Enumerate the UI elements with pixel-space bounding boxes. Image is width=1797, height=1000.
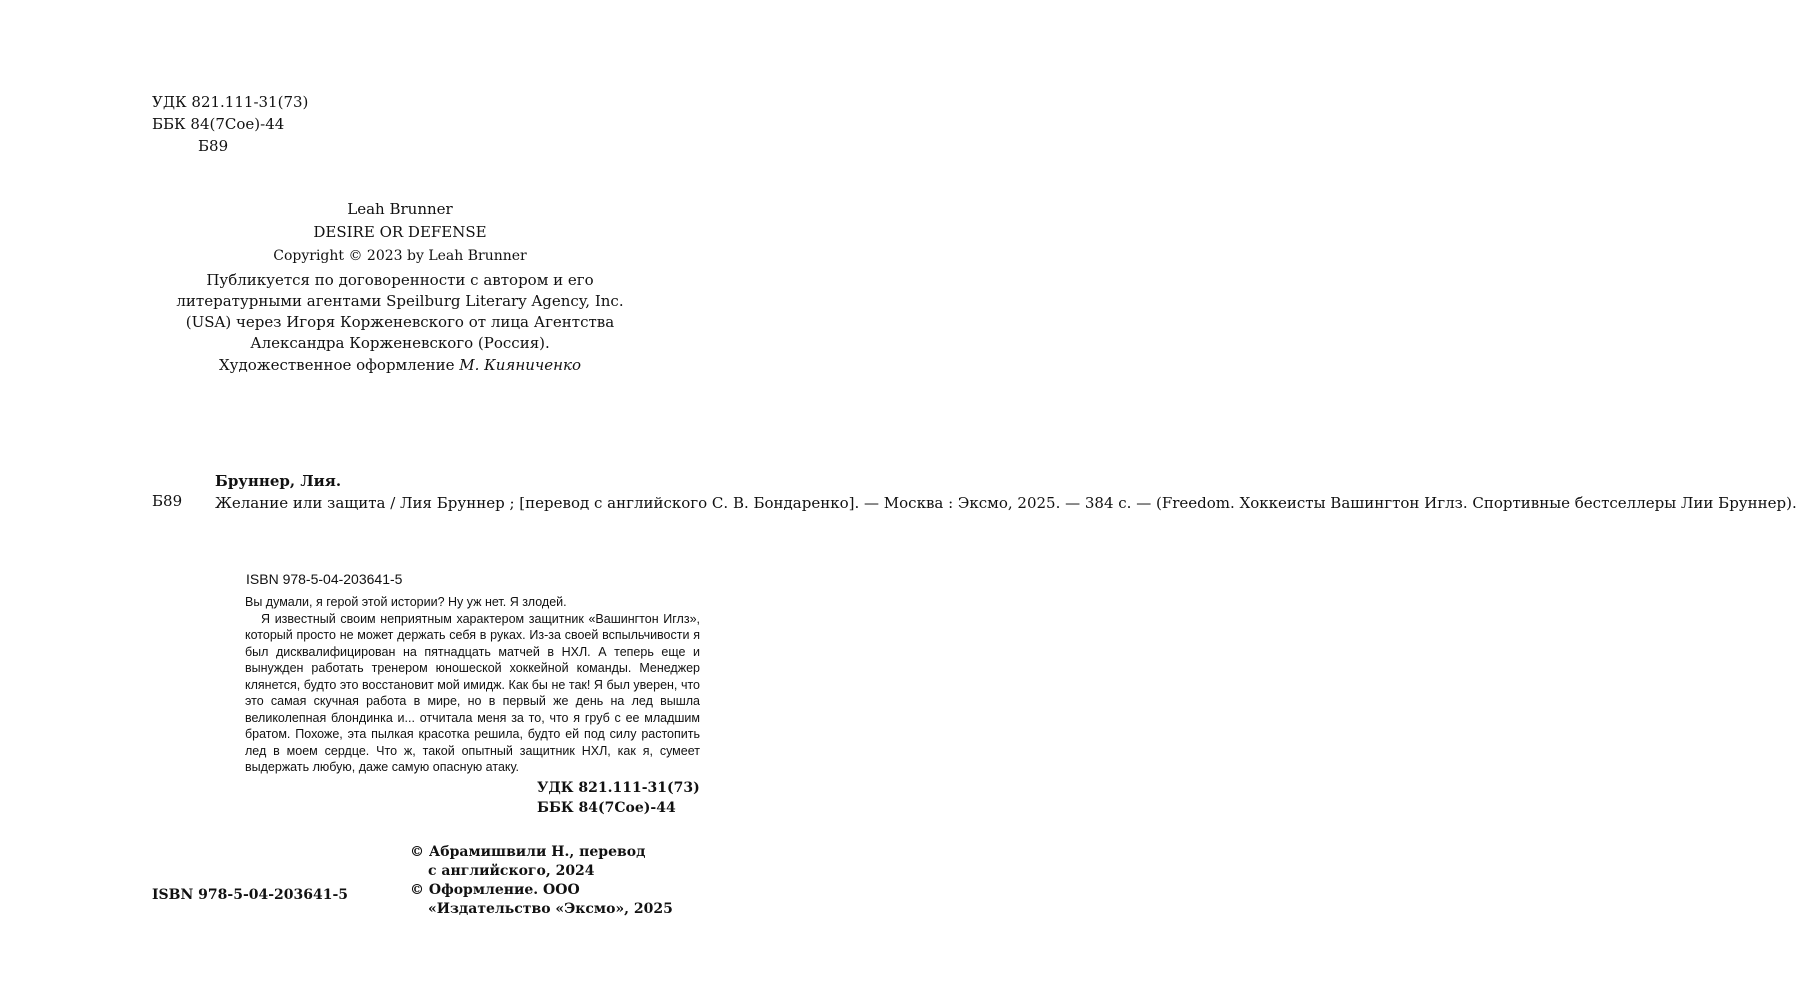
classification-codes bbox=[152, 91, 308, 157]
original-title: DESIRE OR DEFENSE bbox=[313, 223, 487, 241]
art-credit bbox=[0, 356, 800, 374]
publication-notice-line: Александра Корженевского (Россия). bbox=[250, 334, 550, 352]
isbn-bottom: ISBN 978-5-04-203641-5 bbox=[152, 887, 349, 903]
catalog-code: Б89 bbox=[152, 492, 183, 510]
annotation-paragraph: Я известный своим неприятным характером защитник «Вашингтон Иглз», который просто не может держать себя в руках. Из-за своей вспыльчивости я был дисквалифицирован на пятнадцать матчей в НХЛ. А теперь еще и вынужден работать тренером юношеской хоккейной команды. Менеджер клянется, будто это восстановит мой имидж. Как бы не так! Я был уверен, что это самая скучная работа в мире, но в первый же день на лед вышла великолепная блондинка и... отчитала меня за то, что я груб с ее младшим братом. Похоже, эта пылкая красотка решила, будто ей под силу растопить лед в моем сердце. Что ж, такой опытный защитник НХЛ, как я, сумеет выдержать любую, даже самую опасную атаку. bbox=[245, 611, 700, 774]
art-credit-label: Художественное оформление bbox=[219, 356, 460, 374]
bbk-code-bottom: ББК 84(7Сое)-44 bbox=[537, 800, 676, 816]
rights-line: с английского, 2024 bbox=[428, 863, 595, 879]
annotation-paragraph: Вы думали, я герой этой истории? Ну уж нет. Я злодей. bbox=[245, 595, 567, 609]
annotation bbox=[245, 594, 700, 776]
publication-notice-line: литературными агентами Speilburg Literary Agency, Inc. bbox=[176, 292, 624, 310]
classification-codes-bottom bbox=[537, 778, 700, 818]
publication-notice bbox=[0, 270, 800, 354]
udk-code: УДК 821.111-31(73) bbox=[152, 93, 309, 111]
publication-notice-line: Публикуется по договоренности с автором и его bbox=[206, 271, 594, 289]
bbk-code: ББК 84(7Сое)-44 bbox=[152, 115, 285, 133]
catalog-heading: Бруннер, Лия. bbox=[215, 472, 342, 490]
publication-notice-line: (USA) через Игоря Корженевского от лица Агентства bbox=[185, 313, 615, 331]
catalog-description: Желание или защита / Лия Бруннер ; [перевод с английского С. В. Бондаренко]. — Москва : Эксмо, 2025. — 384 с. — (Freedom. Хоккеисты Вашингтон Иглз. Спортивные бестселлеры Лии Бруннер). bbox=[215, 494, 1797, 512]
rights-line: © Оформление. ООО bbox=[410, 882, 580, 898]
isbn-catalog: ISBN 978-5-04-203641-5 bbox=[246, 571, 403, 587]
copyright-line: Copyright © 2023 by Leah Brunner bbox=[273, 248, 527, 264]
rights-line: «Издательство «Эксмо», 2025 bbox=[428, 901, 673, 917]
original-author: Leah Brunner bbox=[347, 200, 453, 218]
udk-code-bottom: УДК 821.111-31(73) bbox=[537, 780, 700, 796]
rights-notice bbox=[410, 843, 673, 919]
art-credit-name: М. Кияниченко bbox=[459, 356, 581, 374]
author-mark: Б89 bbox=[198, 137, 229, 155]
rights-line: © Абрамишвили Н., перевод bbox=[410, 844, 646, 860]
